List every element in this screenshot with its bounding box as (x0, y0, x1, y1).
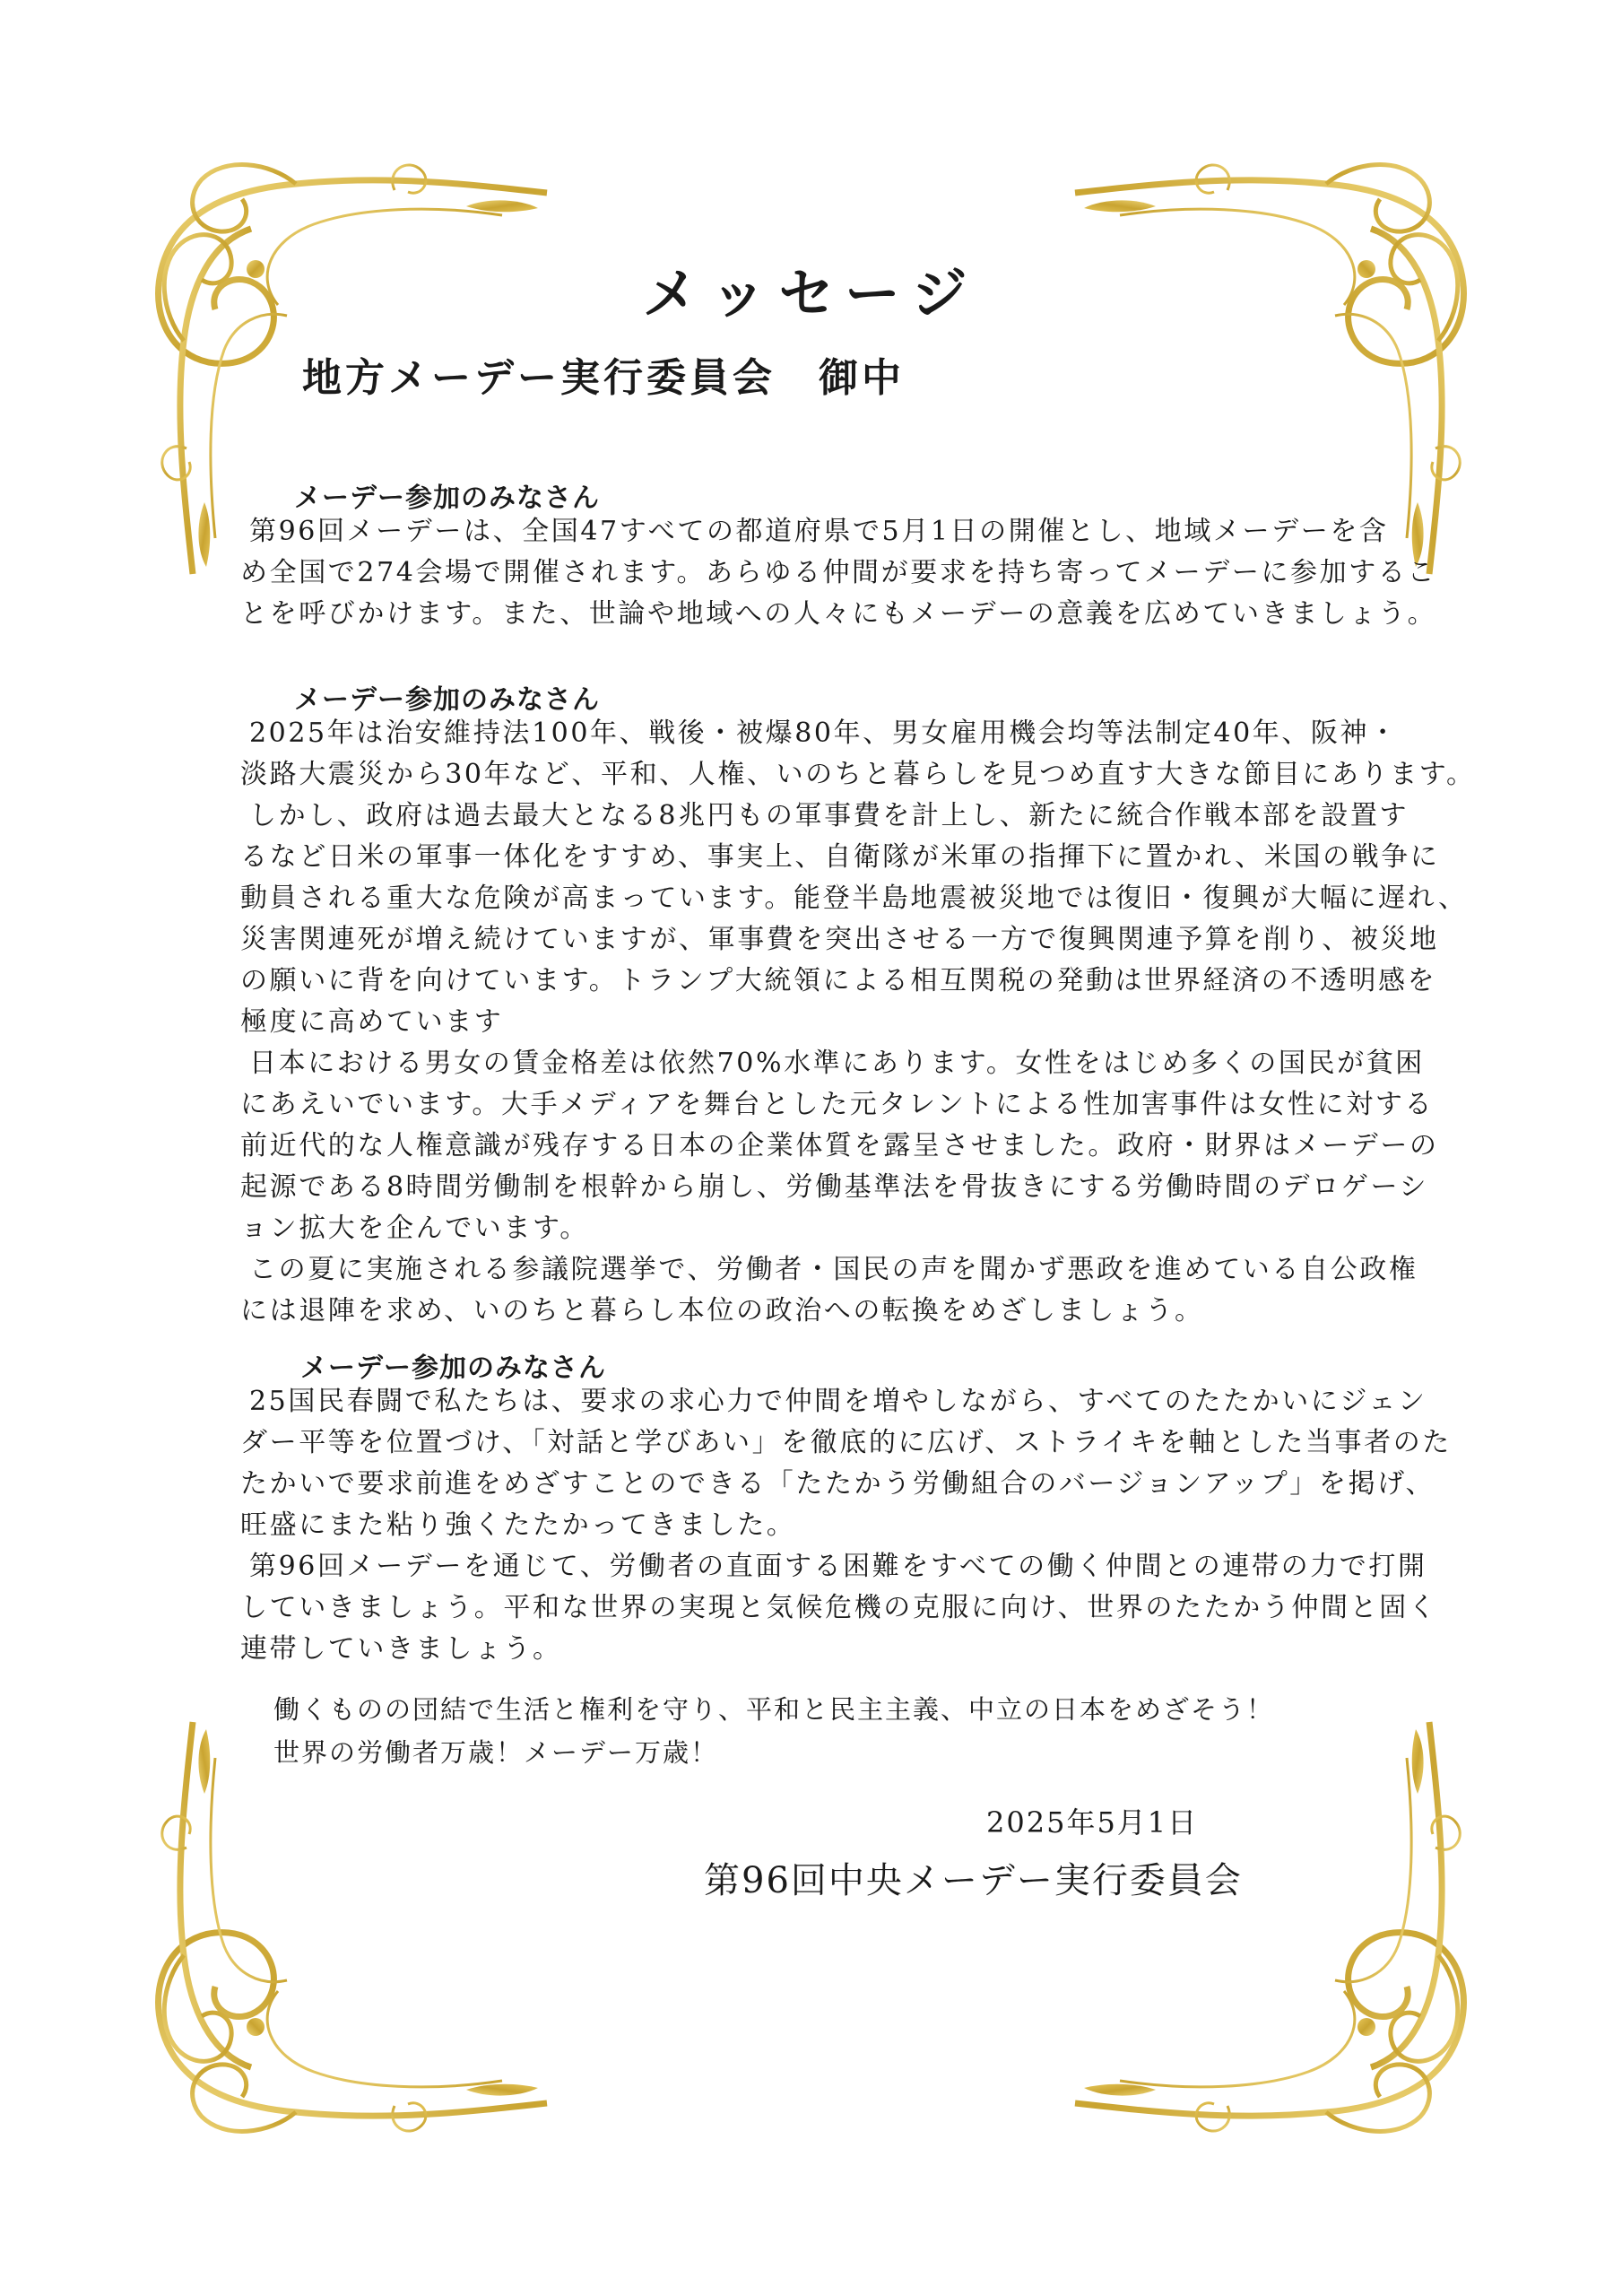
text-line: 第96回メーデーを通じて、労働者の直面する困難をすべての働く仲間との連帯の力で打開 (249, 1551, 1427, 1582)
text-line: め全国で274会場で開催されます。あらゆる仲間が要求を持ち寄ってメーデーに参加するこ (240, 557, 1437, 588)
text-line: 起源である8時間労働制を根幹から崩し、労働基準法を骨抜きにする労働時間のデロゲーシ (240, 1171, 1429, 1203)
text-line: 2025年は治安維持法100年、戦後・被爆80年、男女雇用機会均等法制定40年、阪神・ (249, 718, 1399, 749)
slogans (273, 1688, 1274, 1774)
text-line: るなど日米の軍事一体化をすすめ、事実上、自衛隊が米軍の指揮下に置かれ、米国の戦争に (240, 841, 1440, 873)
text-line: ダー平等を位置づけ、「対話と学びあい」を徹底的に広げ、ストライキを軸とした当事者のた (240, 1427, 1452, 1458)
slogan-line: 働くものの団結で生活と権利を守り、平和と民主主義、中立の日本をめざそう！ (273, 1694, 1275, 1725)
date: 2025年5月1日 (986, 1805, 1199, 1839)
signature: 第96回中央メーデー実行委員会 (704, 1860, 1243, 1901)
text-line: 前近代的な人権意識が残存する日本の企業体質を露呈させました。政府・財界はメーデーの (240, 1130, 1439, 1161)
frame-corner-bottom-left (159, 1722, 547, 2131)
text-line: の願いに背を向けています。トランプ大統領による相互関税の発動は世界経済の不透明感を (240, 965, 1437, 996)
text-line: この夏に実施される参議院選挙で、労働者・国民の声を聞かず悪政を進めている自公政権 (249, 1254, 1418, 1285)
text-line: 第96回メーデーは、全国47すべての都道府県で5月1日の開催とし、地域メーデーを含 (249, 516, 1389, 547)
addressee: 地方メーデー実行委員会 御中 (302, 355, 905, 401)
section-1-heading: メーデー参加のみなさん (294, 483, 600, 514)
text-line: 日本における男女の賃金格差は依然70%水準にあります。女性をはじめ多くの国民が貧困 (249, 1048, 1425, 1079)
frame-corner-bottom-right (1075, 1722, 1463, 2131)
section-2-heading: メーデー参加のみなさん (294, 684, 600, 716)
text-line: 極度に高めています (240, 1006, 504, 1038)
text-line: 動員される重大な危険が高まっています。能登半島地震被災地では復旧・復興が大幅に遅れ、 (240, 883, 1468, 914)
section-1-body (240, 511, 1437, 635)
section-2-body (240, 713, 1476, 1332)
text-line: していきましょう。平和な世界の実現と気候危機の克服に向け、世界のたたかう仲間と固く (240, 1592, 1438, 1623)
text-line: 連帯していきましょう。 (240, 1633, 562, 1665)
text-line: にあえいでいます。大手メディアを舞台とした元タレントによる性加害事件は女性に対する (240, 1089, 1435, 1120)
document-title: メッセージ (642, 261, 980, 326)
text-line: には退陣を求め、いのちと暮らし本位の政治への転換をめざしましょう。 (240, 1295, 1204, 1326)
section-3-body (240, 1381, 1452, 1670)
text-line: 淡路大震災から30年など、平和、人権、いのちと暮らしを見つめ直す大きな節目にあります。 (240, 759, 1476, 790)
text-line: 旺盛にまた粘り強くたたかってきました。 (240, 1509, 796, 1541)
text-line: ョン拡大を企んでいます。 (240, 1213, 589, 1244)
text-line: 25国民春闘で私たちは、要求の求心力で仲間を増やしながら、すべてのたたかいにジェン (249, 1386, 1427, 1417)
text-line: とを呼びかけます。また、世論や地域への人々にもメーデーの意義を広めていきましょう。 (240, 598, 1437, 630)
section-3-heading: メーデー参加のみなさん (300, 1352, 606, 1384)
slogan-line: 世界の労働者万歳！メーデー万歳！ (273, 1737, 719, 1768)
text-line: しかし、政府は過去最大となる8兆円もの軍事費を計上し、新たに統合作戦本部を設置す (249, 800, 1409, 831)
text-line: たかいで要求前進をめざすことのできる「たたかう労働組合のバージョンアップ」を掲げ、 (240, 1468, 1436, 1500)
text-line: 災害関連死が増え続けていますが、軍事費を突出させる一方で復興関連予算を削り、被災地 (240, 924, 1439, 955)
